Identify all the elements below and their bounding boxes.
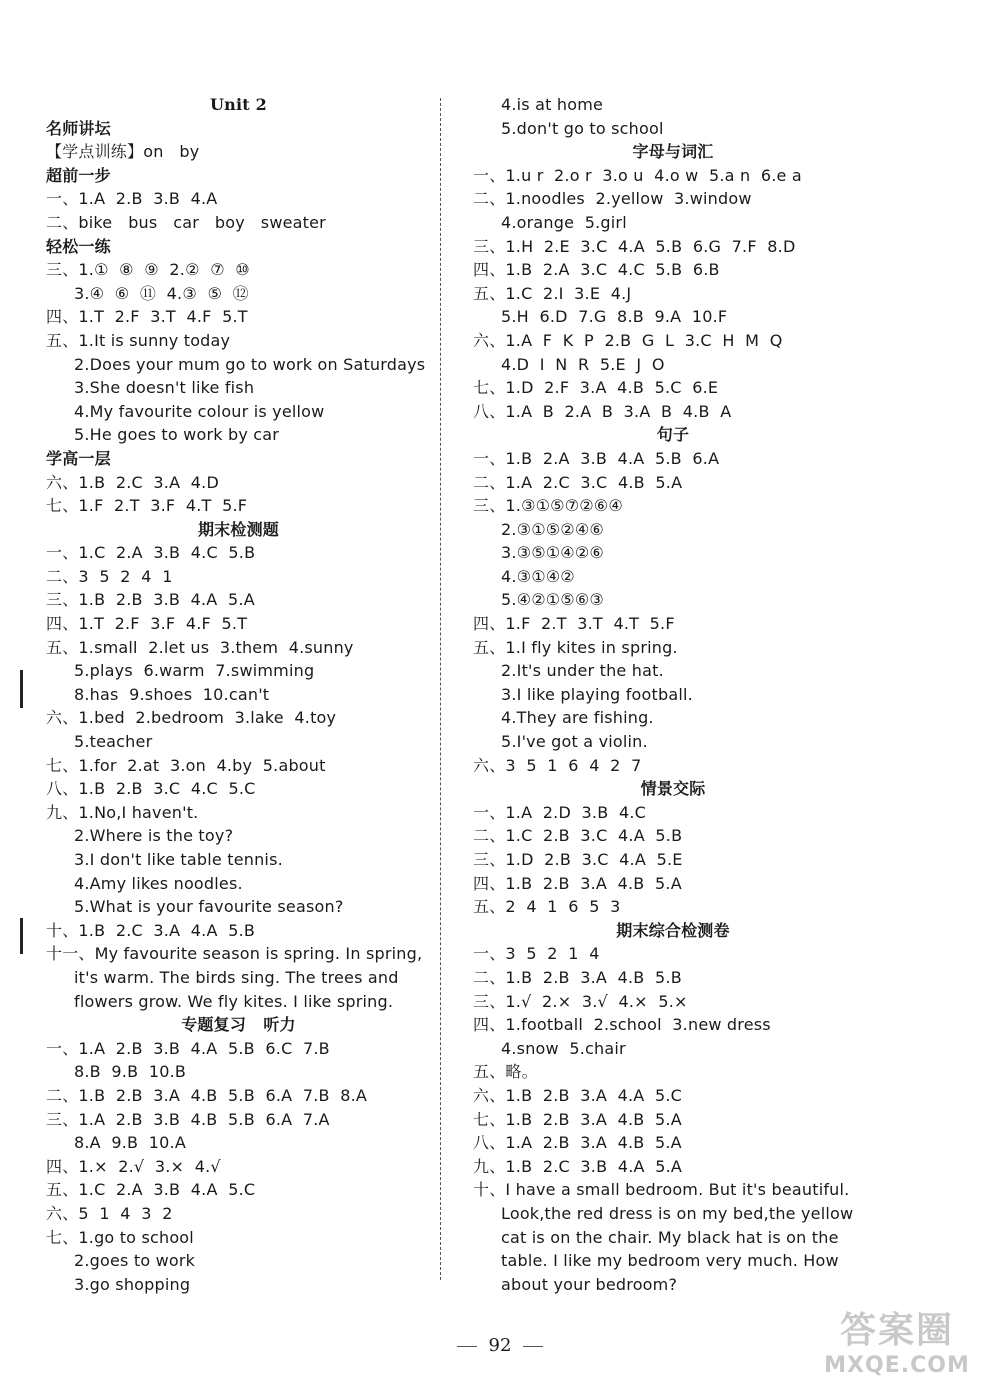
answer-line: 二、1.A 2.C 3.C 4.B 5.A: [473, 472, 683, 492]
answer-line: 一、1.A 2.B 3.B 4.A: [46, 189, 218, 209]
answer-line: 5.teacher: [74, 732, 153, 752]
answer-line: 十、1.B 2.C 3.A 4.A 5.B: [46, 920, 256, 940]
scan-edge-mark: [20, 670, 23, 708]
answer-line: 8.A 9.B 10.A: [74, 1133, 186, 1153]
answer-line: 一、1.C 2.A 3.B 4.C 5.B: [46, 543, 256, 563]
answer-line: 四、1.B 2.B 3.A 4.B 5.A: [473, 873, 682, 893]
answer-line: 4.They are fishing.: [501, 708, 654, 728]
answer-line: 2.Where is the toy?: [74, 826, 234, 846]
answer-line: 六、1.B 2.B 3.A 4.A 5.C: [473, 1085, 683, 1105]
page-number: 92: [0, 1335, 1000, 1356]
answer-line: 4.Amy likes noodles.: [74, 873, 243, 893]
answer-line: 4.③①④②: [501, 566, 575, 586]
answer-line: 五、2 4 1 6 5 3: [473, 897, 621, 917]
answer-line: 九、1.No,I haven't.: [46, 802, 199, 822]
answer-line: 五、1.I fly kites in spring.: [473, 637, 678, 657]
answer-line: 七、1.F 2.T 3.F 4.T 5.F: [46, 496, 248, 516]
answer-line: 5.He goes to work by car: [74, 425, 280, 445]
answer-line: 2.It's under the hat.: [501, 661, 664, 681]
answer-line: 二、1.C 2.B 3.C 4.A 5.B: [473, 826, 683, 846]
answer-line: 5.④②①⑤⑥③: [501, 590, 604, 610]
answer-line: 八、1.A 2.B 3.A 4.B 5.A: [473, 1133, 682, 1153]
answer-line: 七、1.go to school: [46, 1227, 194, 1247]
right-column: [473, 93, 873, 1296]
answer-line: 五、1.It is sunny today: [46, 330, 231, 350]
section-heading: Unit 2: [210, 95, 267, 114]
section-heading: 期末检测题: [197, 519, 279, 539]
watermark-logo-text: 答案圈: [839, 1310, 954, 1351]
answer-line: 一、1.A 2.B 3.B 4.A 5.B 6.C 7.B: [46, 1038, 330, 1058]
answer-line: 4.D I N R 5.E J O: [501, 354, 665, 374]
answer-line: 名师讲坛: [46, 118, 111, 138]
answer-line: 4.is at home: [501, 95, 604, 114]
watermark-url: MXQE.COM: [824, 1353, 970, 1378]
answer-line: 5.H 6.D 7.G 8.B 9.A 10.F: [501, 307, 728, 327]
answer-line: 十一、My favourite season is spring. In spring,: [46, 944, 423, 964]
answer-line: 3.go shopping: [74, 1274, 191, 1294]
answer-line: 4.orange 5.girl: [501, 212, 627, 232]
answer-line: 四、1.T 2.F 3.F 4.F 5.T: [46, 614, 248, 634]
answer-line: 学高一层: [46, 448, 111, 468]
answer-line: 5.don't go to school: [501, 118, 664, 138]
answer-line: 七、1.for 2.at 3.on 4.by 5.about: [46, 755, 326, 775]
answer-line: Look,the red dress is on my bed,the yellow: [501, 1203, 854, 1223]
answer-line: 三、1.D 2.B 3.C 4.A 5.E: [473, 850, 683, 869]
answer-line: 二、1.B 2.B 3.A 4.B 5.B 6.A 7.B 8.A: [46, 1085, 368, 1105]
answer-line: 一、3 5 2 1 4: [473, 944, 600, 964]
answer-line: 八、1.A B 2.A B 3.A B 4.B A: [473, 401, 732, 421]
answer-line: 五、1.C 2.I 3.E 4.J: [473, 283, 632, 303]
section-heading: 句子: [656, 425, 690, 445]
answer-line: 四、1.F 2.T 3.T 4.T 5.F: [473, 614, 675, 634]
answer-line: 3.④ ⑥ ⑪ 4.③ ⑤ ⑫: [74, 283, 249, 303]
answer-line: 5.What is your favourite season?: [74, 897, 344, 917]
answer-line: 三、1.√ 2.× 3.√ 4.× 5.×: [473, 991, 688, 1011]
answer-line: 十、I have a small bedroom. But it's beautiful.: [473, 1180, 850, 1200]
answer-line: 五、略。: [473, 1062, 538, 1082]
answer-line: 三、1.A 2.B 3.B 4.B 5.B 6.A 7.A: [46, 1109, 330, 1129]
answer-line: 九、1.B 2.C 3.B 4.A 5.A: [473, 1156, 683, 1176]
answer-line: 8.has 9.shoes 10.can't: [74, 684, 270, 704]
answer-line: about your bedroom?: [501, 1274, 678, 1294]
answer-line: 四、1.× 2.√ 3.× 4.√: [46, 1156, 221, 1176]
answer-line: flowers grow. We fly kites. I like spring.: [74, 991, 394, 1011]
answer-line: 5.I've got a violin.: [501, 732, 648, 752]
answer-line: 3.③⑤①④②⑥: [501, 543, 604, 563]
answer-line: 5.plays 6.warm 7.swimming: [74, 661, 315, 681]
watermark-logo: [812, 1309, 982, 1387]
answer-line: 七、1.B 2.B 3.A 4.B 5.A: [473, 1109, 682, 1129]
answer-line: 8.B 9.B 10.B: [74, 1062, 187, 1082]
section-heading: 情景交际: [640, 779, 706, 799]
answer-line: 2.goes to work: [74, 1251, 196, 1271]
answer-line: 轻松一练: [46, 236, 111, 256]
answer-line: 一、1.A 2.D 3.B 4.C: [473, 802, 646, 822]
answer-line: 五、1.small 2.let us 3.them 4.sunny: [46, 637, 354, 657]
answer-line: 八、1.B 2.B 3.C 4.C 5.C: [46, 779, 256, 799]
answer-line: 二、1.noodles 2.yellow 3.window: [473, 189, 752, 209]
answer-line: it's warm. The birds sing. The trees and: [74, 967, 399, 987]
answer-line: 一、1.B 2.A 3.B 4.A 5.B 6.A: [473, 448, 720, 468]
answer-line: 四、1.football 2.school 3.new dress: [473, 1015, 771, 1035]
answer-line: 六、1.A F K P 2.B G L 3.C H M Q: [473, 330, 783, 350]
section-heading: 专题复习 听力: [181, 1015, 296, 1035]
answer-line: 一、1.u r 2.o r 3.o u 4.o w 5.a n 6.e a: [473, 165, 802, 185]
answer-line: 三、1.B 2.B 3.B 4.A 5.A: [46, 590, 255, 610]
answer-line: 五、1.C 2.A 3.B 4.A 5.C: [46, 1180, 256, 1200]
answer-line: table. I like my bedroom very much. How: [501, 1251, 839, 1271]
answer-line: 六、5 1 4 3 2: [46, 1203, 173, 1223]
answer-line: 2.Does your mum go to work on Saturdays: [74, 354, 426, 374]
answer-line: 4.My favourite colour is yellow: [74, 401, 325, 421]
answer-line: 3.I like playing football.: [501, 684, 693, 704]
left-column: [46, 93, 431, 1296]
answer-line: 六、3 5 1 6 4 2 7: [473, 755, 642, 775]
scan-edge-mark: [20, 918, 23, 954]
answer-line: 六、1.bed 2.bedroom 3.lake 4.toy: [46, 708, 337, 728]
answer-line: 二、3 5 2 4 1: [46, 566, 173, 586]
answer-line: 3.She doesn't like fish: [74, 378, 255, 398]
answer-line: cat is on the chair. My black hat is on the: [501, 1227, 839, 1247]
answer-line: 4.snow 5.chair: [501, 1038, 626, 1058]
answer-line: 六、1.B 2.C 3.A 4.D: [46, 472, 219, 492]
answer-line: 三、1.① ⑧ ⑨ 2.② ⑦ ⑩: [46, 260, 250, 280]
column-divider: [440, 98, 441, 1280]
answer-line: 【学点训练】on by: [46, 142, 200, 162]
answer-line: 三、1.③①⑤⑦②⑥④: [473, 496, 623, 516]
section-heading: 字母与词汇: [632, 142, 714, 162]
answer-line: 三、1.H 2.E 3.C 4.A 5.B 6.G 7.F 8.D: [473, 236, 796, 256]
answer-line: 超前一步: [46, 165, 111, 185]
answer-line: 二、1.B 2.B 3.A 4.B 5.B: [473, 967, 682, 987]
answer-line: 四、1.B 2.A 3.C 4.C 5.B 6.B: [473, 260, 720, 280]
section-heading: 期末综合检测卷: [616, 920, 730, 940]
answer-line: 3.I don't like table tennis.: [74, 850, 283, 869]
answer-line: 七、1.D 2.F 3.A 4.B 5.C 6.E: [473, 378, 719, 398]
answer-line: 四、1.T 2.F 3.T 4.F 5.T: [46, 307, 248, 327]
answer-line: 2.③①⑤②④⑥: [501, 519, 604, 539]
answer-line: 二、bike bus car boy sweater: [46, 212, 326, 232]
